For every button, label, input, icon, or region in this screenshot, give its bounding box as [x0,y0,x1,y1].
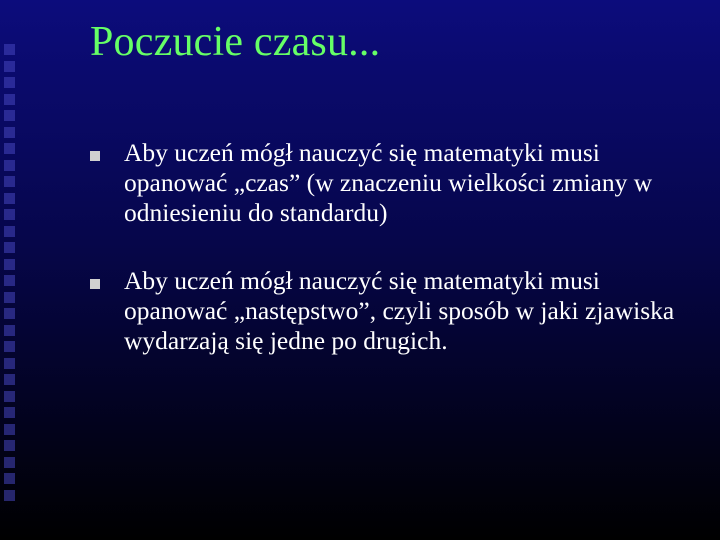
bullet-text: Aby uczeń mógł nauczyć się matematyki musi opanować „czas” (w znaczeniu wielkości zmiany w odniesieniu do standardu) [124,138,653,227]
decorative-square-strip [4,44,18,514]
square-bullet-icon [90,151,100,161]
bullet-item [90,266,700,356]
bullet-list [90,138,700,394]
square-bullet-icon [90,279,100,289]
bullet-text: Aby uczeń mógł nauczyć się matematyki musi opanować „następstwo”, czyli sposób w jaki zjawiska wydarzają się jedne po drugich. [124,266,675,355]
bullet-item [90,138,700,228]
slide-title: Poczucie czasu... [90,19,381,65]
